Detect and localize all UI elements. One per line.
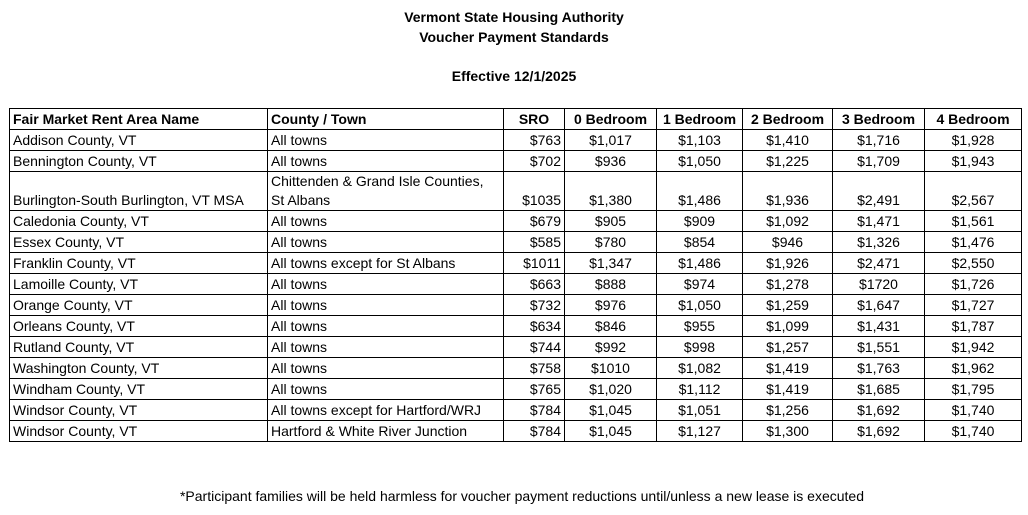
area-name-cell: Caledonia County, VT [10, 211, 268, 232]
bed4-cell: $1,928 [925, 130, 1022, 151]
area-name-cell: Orleans County, VT [10, 316, 268, 337]
bed0-cell: $976 [565, 295, 657, 316]
bed2-cell: $1,256 [743, 400, 833, 421]
area-name-cell: Orange County, VT [10, 295, 268, 316]
county-town-cell: All towns [268, 379, 504, 400]
table-row [10, 151, 1022, 172]
county-town-cell: Hartford & White River Junction [268, 421, 504, 442]
bed1-cell: $1,127 [657, 421, 743, 442]
table-row [10, 379, 1022, 400]
bed0-cell: $1,347 [565, 253, 657, 274]
area-name-cell: Burlington-South Burlington, VT MSA [10, 172, 268, 211]
bed4-cell: $1,740 [925, 400, 1022, 421]
sro-cell: $744 [504, 337, 565, 358]
bed3-cell: $2,491 [833, 172, 925, 211]
county-town-cell: Chittenden & Grand Isle Counties, St Albans [268, 172, 504, 211]
bed1-cell: $854 [657, 232, 743, 253]
bed2-cell: $946 [743, 232, 833, 253]
bed2-cell: $1,278 [743, 274, 833, 295]
bed3-cell: $1,551 [833, 337, 925, 358]
bed1-cell: $955 [657, 316, 743, 337]
county-town-cell: All towns [268, 295, 504, 316]
county-town-cell: All towns except for St Albans [268, 253, 504, 274]
area-name-cell: Lamoille County, VT [10, 274, 268, 295]
bed4-cell: $2,567 [925, 172, 1022, 211]
column-header: Fair Market Rent Area Name [10, 109, 268, 130]
column-header: County / Town [268, 109, 504, 130]
area-name-cell: Washington County, VT [10, 358, 268, 379]
bed4-cell: $1,740 [925, 421, 1022, 442]
county-town-cell: All towns [268, 232, 504, 253]
bed0-cell: $1010 [565, 358, 657, 379]
county-town-cell: All towns [268, 316, 504, 337]
bed3-cell: $1,326 [833, 232, 925, 253]
document-subtitle: Voucher Payment Standards [419, 29, 609, 45]
bed0-cell: $1,045 [565, 400, 657, 421]
bed0-cell: $1,017 [565, 130, 657, 151]
bed3-cell: $1,685 [833, 379, 925, 400]
column-header: 1 Bedroom [657, 109, 743, 130]
bed1-cell: $1,486 [657, 172, 743, 211]
bed0-cell: $992 [565, 337, 657, 358]
bed4-cell: $2,550 [925, 253, 1022, 274]
bed3-cell: $1,431 [833, 316, 925, 337]
sro-cell: $585 [504, 232, 565, 253]
sro-cell: $679 [504, 211, 565, 232]
header-row [10, 109, 1022, 130]
table-row [10, 400, 1022, 421]
bed2-cell: $1,419 [743, 379, 833, 400]
table-row [10, 421, 1022, 442]
bed4-cell: $1,561 [925, 211, 1022, 232]
bed2-cell: $1,092 [743, 211, 833, 232]
bed1-cell: $1,050 [657, 151, 743, 172]
county-town-cell: All towns [268, 130, 504, 151]
bed3-cell: $1,692 [833, 421, 925, 442]
bed2-cell: $1,300 [743, 421, 833, 442]
bed0-cell: $1,020 [565, 379, 657, 400]
sro-cell: $702 [504, 151, 565, 172]
county-town-cell: All towns [268, 211, 504, 232]
bed4-cell: $1,795 [925, 379, 1022, 400]
table-row [10, 274, 1022, 295]
bed3-cell: $1,471 [833, 211, 925, 232]
area-name-cell: Rutland County, VT [10, 337, 268, 358]
bed0-cell: $936 [565, 151, 657, 172]
payment-standards-table [9, 108, 1022, 442]
bed3-cell: $1,692 [833, 400, 925, 421]
sro-cell: $1035 [504, 172, 565, 211]
table-row [10, 211, 1022, 232]
county-town-cell: All towns [268, 358, 504, 379]
bed4-cell: $1,962 [925, 358, 1022, 379]
bed2-cell: $1,257 [743, 337, 833, 358]
area-name-cell: Essex County, VT [10, 232, 268, 253]
bed3-cell: $1,763 [833, 358, 925, 379]
bed3-cell: $1,716 [833, 130, 925, 151]
bed3-cell: $2,471 [833, 253, 925, 274]
bed1-cell: $909 [657, 211, 743, 232]
area-name-cell: Windham County, VT [10, 379, 268, 400]
bed1-cell: $974 [657, 274, 743, 295]
area-name-cell: Bennington County, VT [10, 151, 268, 172]
bed4-cell: $1,726 [925, 274, 1022, 295]
bed3-cell: $1720 [833, 274, 925, 295]
table-row [10, 172, 1022, 211]
column-header: 0 Bedroom [565, 109, 657, 130]
bed2-cell: $1,099 [743, 316, 833, 337]
bed0-cell: $905 [565, 211, 657, 232]
bed1-cell: $1,112 [657, 379, 743, 400]
bed1-cell: $1,082 [657, 358, 743, 379]
bed3-cell: $1,709 [833, 151, 925, 172]
sro-cell: $765 [504, 379, 565, 400]
bed2-cell: $1,410 [743, 130, 833, 151]
table-row [10, 295, 1022, 316]
bed2-cell: $1,419 [743, 358, 833, 379]
bed4-cell: $1,476 [925, 232, 1022, 253]
county-town-cell: All towns except for Hartford/WRJ [268, 400, 504, 421]
bed1-cell: $1,051 [657, 400, 743, 421]
sro-cell: $1011 [504, 253, 565, 274]
bed2-cell: $1,259 [743, 295, 833, 316]
document-title: Vermont State Housing Authority [404, 9, 624, 25]
bed0-cell: $1,045 [565, 421, 657, 442]
area-name-cell: Windsor County, VT [10, 400, 268, 421]
bed4-cell: $1,942 [925, 337, 1022, 358]
county-town-cell: All towns [268, 151, 504, 172]
area-name-cell: Franklin County, VT [10, 253, 268, 274]
county-town-cell: All towns [268, 274, 504, 295]
bed3-cell: $1,647 [833, 295, 925, 316]
column-header: 2 Bedroom [743, 109, 833, 130]
table-row [10, 253, 1022, 274]
county-town-cell: All towns [268, 337, 504, 358]
footnote: *Participant families will be held harmless for voucher payment reductions until/unless a new lease is executed [179, 488, 864, 504]
bed1-cell: $1,103 [657, 130, 743, 151]
sro-cell: $663 [504, 274, 565, 295]
bed4-cell: $1,727 [925, 295, 1022, 316]
column-header: 4 Bedroom [925, 109, 1022, 130]
sro-cell: $784 [504, 421, 565, 442]
area-name-cell: Addison County, VT [10, 130, 268, 151]
bed4-cell: $1,787 [925, 316, 1022, 337]
table-row [10, 358, 1022, 379]
sro-cell: $732 [504, 295, 565, 316]
bed1-cell: $1,050 [657, 295, 743, 316]
area-name-cell: Windsor County, VT [10, 421, 268, 442]
sro-cell: $758 [504, 358, 565, 379]
table-row [10, 130, 1022, 151]
bed1-cell: $1,486 [657, 253, 743, 274]
bed2-cell: $1,936 [743, 172, 833, 211]
bed4-cell: $1,943 [925, 151, 1022, 172]
bed0-cell: $846 [565, 316, 657, 337]
effective-date: Effective 12/1/2025 [451, 68, 577, 84]
bed2-cell: $1,926 [743, 253, 833, 274]
table-row [10, 337, 1022, 358]
column-header: SRO [504, 109, 565, 130]
bed0-cell: $780 [565, 232, 657, 253]
table-row [10, 232, 1022, 253]
column-header: 3 Bedroom [833, 109, 925, 130]
bed1-cell: $998 [657, 337, 743, 358]
table-row [10, 316, 1022, 337]
bed0-cell: $888 [565, 274, 657, 295]
bed2-cell: $1,225 [743, 151, 833, 172]
sro-cell: $784 [504, 400, 565, 421]
sro-cell: $763 [504, 130, 565, 151]
bed0-cell: $1,380 [565, 172, 657, 211]
sro-cell: $634 [504, 316, 565, 337]
